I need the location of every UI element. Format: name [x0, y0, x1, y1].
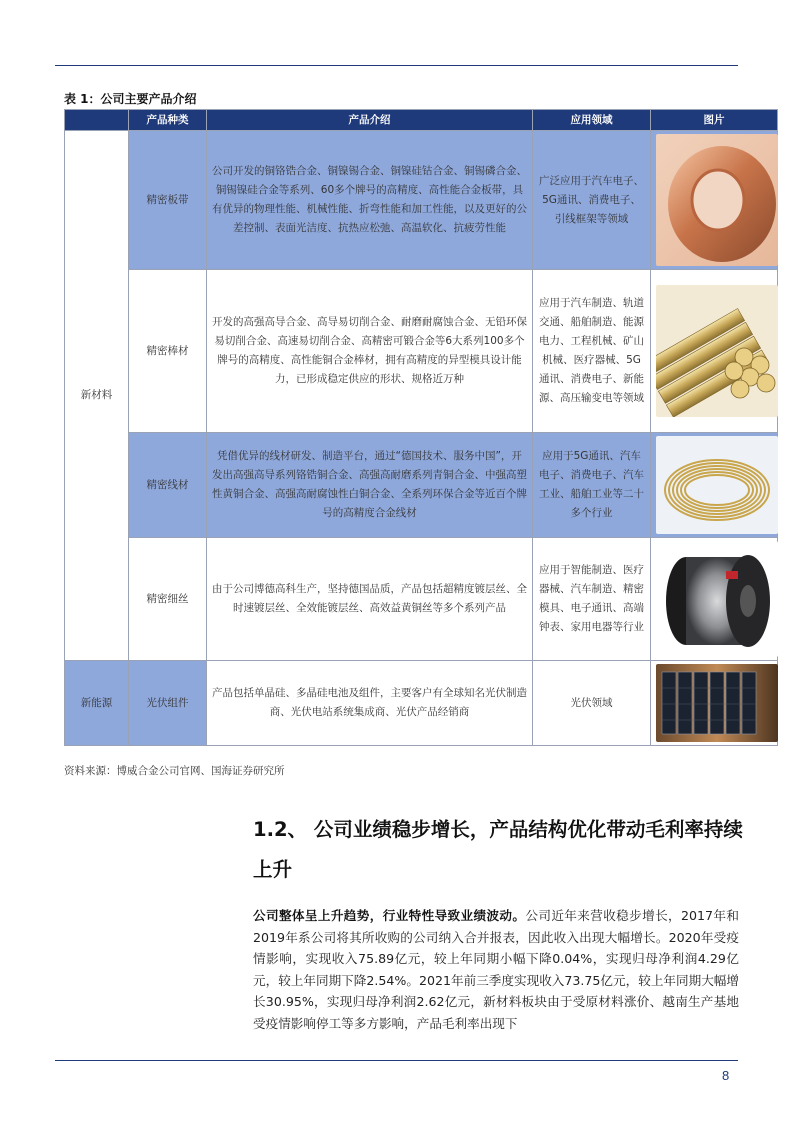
body-paragraph	[253, 905, 739, 1034]
lead-sentence: 公司整体呈上升趋势，行业特性导致业绩波动。	[253, 908, 526, 923]
product-image-cell	[651, 661, 778, 746]
table-row	[65, 661, 778, 746]
product-image-cell	[651, 131, 778, 270]
header-application: 应用领域	[533, 110, 651, 131]
wire-coil-photo	[656, 436, 778, 534]
product-desc: 由于公司博德高科生产，坚持德国品质，产品包括超精度镀层丝、全时速镀层丝、全效能镀层丝、高效益黄铜丝等多个系列产品	[207, 538, 533, 661]
product-name: 光伏组件	[129, 661, 207, 746]
header-image: 图片	[651, 110, 778, 131]
table-source: 资料来源：博威合金公司官网、国海证券研究所	[64, 765, 285, 777]
solar-panel-photo	[656, 664, 778, 742]
table-row	[65, 433, 778, 538]
table-row	[65, 131, 778, 270]
product-name: 精密线材	[129, 433, 207, 538]
product-application: 应用于汽车制造、轨道交通、船舶制造、能源电力、工程机械、矿山机械、医疗器械、5G通讯、消费电子、新能源、高压输变电等领域	[533, 270, 651, 433]
product-application: 光伏领域	[533, 661, 651, 746]
product-name: 精密板带	[129, 131, 207, 270]
table-caption: 表 1：公司主要产品介绍	[64, 92, 197, 106]
spool-photo	[656, 541, 778, 657]
header-rule	[55, 65, 738, 66]
product-desc: 公司开发的铜铬锆合金、铜镍锡合金、铜镍硅钴合金、铜锡磷合金、铜锡镍硅合金等系列、60多个牌号的高精度、高性能合金板带，具有优异的物理性能、机械性能、折弯性能和加工性能，以及更好的公差控制、表面光洁度、抗热应松弛、高温软化、抗疲劳性能	[207, 131, 533, 270]
group-cell-new-materials: 新材料	[65, 131, 129, 661]
table-row	[65, 538, 778, 661]
table-row	[65, 270, 778, 433]
product-desc: 凭借优异的线材研发、制造平台，通过“德国技术、服务中国”，开发出高强高导系列铬锆铜合金、高强高耐磨系列青铜合金、中强高塑性黄铜合金、高强高耐腐蚀性白铜合金、全系列环保合金等近百个牌号的高精度合金线材	[207, 433, 533, 538]
product-application: 广泛应用于汽车电子、5G通讯、消费电子、引线框架等领域	[533, 131, 651, 270]
product-image-cell	[651, 538, 778, 661]
product-image-cell	[651, 270, 778, 433]
product-name: 精密细丝	[129, 538, 207, 661]
page-number: 8	[722, 1068, 730, 1083]
section-title: 1.2、 公司业绩稳步增长，产品结构优化带动毛利率持续上升	[253, 818, 743, 881]
product-image-cell	[651, 433, 778, 538]
group-cell-new-energy: 新能源	[65, 661, 129, 746]
product-name: 精密棒材	[129, 270, 207, 433]
header-product-type: 产品种类	[129, 110, 207, 131]
copper-coil-photo	[656, 134, 778, 266]
product-desc: 开发的高强高导合金、高导易切削合金、耐磨耐腐蚀合金、无铅环保易切削合金、高速易切削合金、高精密可锻合金等6大系列100多个牌号的高精度、高性能铜合金棒材，拥有高精度的异型模具设计能力，已形成稳定供应的形状、规格近万种	[207, 270, 533, 433]
header-product-intro: 产品介绍	[207, 110, 533, 131]
product-application: 应用于智能制造、医疗器械、汽车制造、精密模具、电子通讯、高端钟表、家用电器等行业	[533, 538, 651, 661]
product-application: 应用于5G通讯、汽车电子、消费电子、汽车工业、船舶工业等二十多个行业	[533, 433, 651, 538]
product-desc: 产品包括单晶硅、多晶硅电池及组件，主要客户有全球知名光伏制造商、光伏电站系统集成商、光伏产品经销商	[207, 661, 533, 746]
body-text: 公司近年来营收稳步增长，2017年和2019年系公司将其所收购的公司纳入合并报表，因此收入出现大幅增长。2020年受疫情影响，实现收入75.89亿元，较上年同期小幅下降0.04%，实现归母净利润4.29亿元，较上年同期下降2.54%。2021年前三季度实现收入73.75亿元，较上年同期大幅增长30.95%，实现归母净利润2.62亿元，新材料板块由于受原材料涨价、越南生产基地受疫情影响停工等多方影响，产品毛利率出现下	[253, 908, 740, 1031]
table-header-row	[65, 110, 778, 131]
product-table	[64, 109, 778, 746]
footer-rule	[55, 1060, 738, 1061]
header-group	[65, 110, 129, 131]
brass-rods-photo	[656, 285, 778, 417]
